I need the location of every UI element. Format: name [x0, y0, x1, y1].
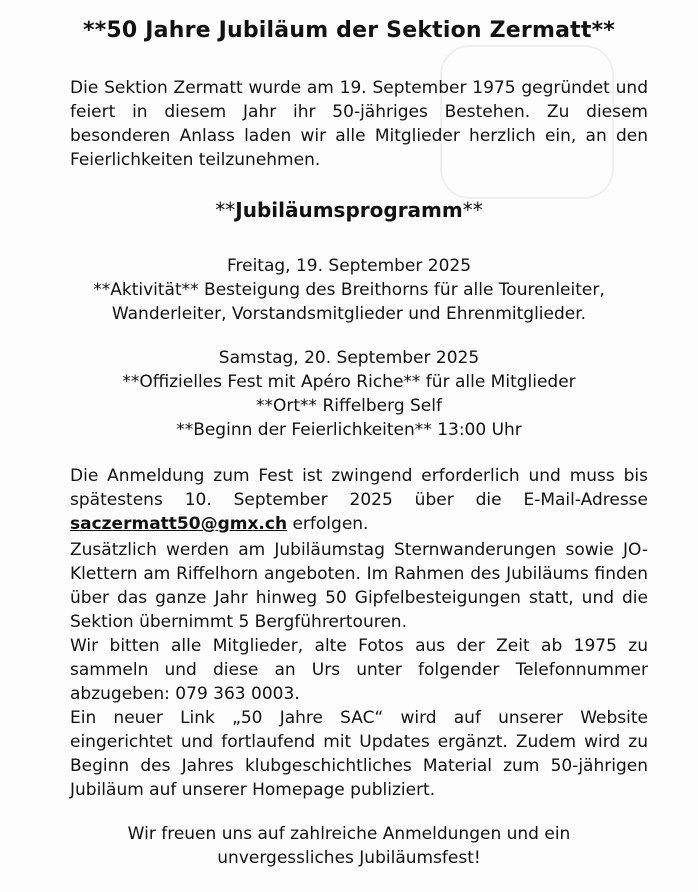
intro-paragraph: Die Sektion Zermatt wurde am 19. September 1975 gegründet und feiert in diesem Jahr ihr 50-jähriges Bestehen. Zu diesem besonderen Anlass laden wir alle Mitglieder herzlich ein, an den Feierlichkeiten teilzunehmen.	[70, 78, 648, 170]
program-heading-prefix: **	[215, 198, 236, 222]
registration-suffix: erfolgen.	[287, 514, 369, 534]
closing-line2: unvergessliches Jubiläumsfest!	[217, 848, 481, 868]
registration-text: Die Anmeldung zum Fest ist zwingend erforderlich und muss bis spätestens 10. September 2025 über die E-Mail-Adresse	[70, 466, 648, 510]
friday-date: Freitag, 19. September 2025	[226, 256, 472, 276]
program-heading	[0, 198, 698, 222]
saturday-event-line: **Offizielles Fest mit Apéro Riche** für alle Mitglieder	[122, 372, 576, 392]
extra-activities-paragraph: Zusätzlich werden am Jubiläumstag Sternwanderungen sowie JO-Klettern am Riffelhorn angeboten. Im Rahmen des Jubiläums finden über das ganze Jahr hinweg 50 Gipfelbesteigungen statt, und die Sektion übernimmt 5 Bergführertouren.	[70, 540, 648, 632]
closing-message	[30, 822, 668, 870]
closing-line1: Wir freuen uns auf zahlreiche Anmeldungen und ein	[127, 824, 571, 844]
registration-email-link[interactable]: saczermatt50@gmx.ch	[70, 514, 288, 534]
saturday-start-line: **Beginn der Feierlichkeiten** 13:00 Uhr	[176, 420, 522, 440]
website-link-paragraph: Ein neuer Link „50 Jahre SAC“ wird auf unserer Website eingerichtet und fortlaufend mit Updates ergänzt. Zudem wird zu Beginn des Jahres klubgeschichtliches Material zum 50-jährigen Jubiläum auf unserer Homepage publiziert.	[70, 708, 648, 800]
friday-activity-line1: **Aktivität** Besteigung des Breithorns für alle Tourenleiter,	[93, 280, 605, 300]
saturday-location-line: **Ort** Riffelberg Self	[256, 396, 442, 416]
program-heading-title: Jubiläumsprogramm	[235, 198, 463, 222]
registration-paragraph	[70, 464, 648, 536]
program-day-saturday	[30, 346, 668, 442]
page-title: **50 Jahre Jubiläum der Sektion Zermatt**	[83, 18, 615, 43]
program-day-friday	[30, 254, 668, 326]
saturday-date: Samstag, 20. September 2025	[218, 348, 480, 368]
photos-paragraph: Wir bitten alle Mitglieder, alte Fotos aus der Zeit ab 1975 zu sammeln und diese an Urs unter folgender Telefonnummer abzugeben: 079 363 0003.	[70, 636, 648, 704]
friday-activity-line2: Wanderleiter, Vorstandsmitglieder und Ehrenmitglieder.	[111, 304, 587, 324]
program-heading-suffix: **	[462, 198, 483, 222]
